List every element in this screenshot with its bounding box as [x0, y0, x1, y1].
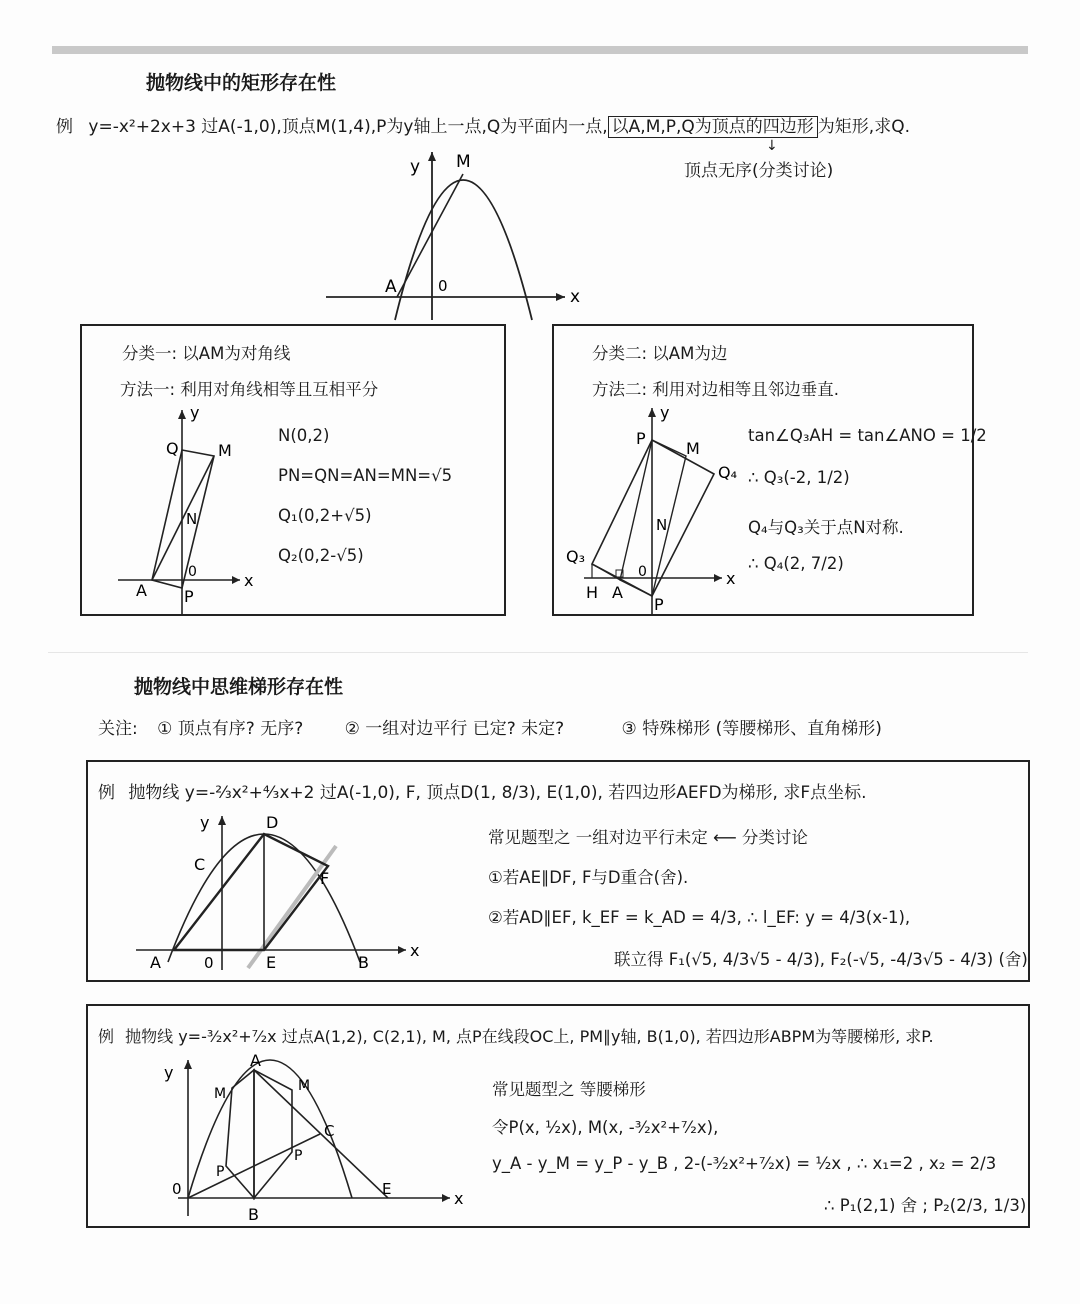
segment-AM [397, 174, 463, 297]
x-axis-arrow-icon [398, 946, 406, 954]
label-y: y [410, 157, 421, 177]
y-axis-arrow-icon [184, 1060, 192, 1069]
label-D: D [266, 813, 279, 832]
label-P-left: P [216, 1164, 225, 1180]
line-AE [254, 1070, 388, 1198]
case1-diagram [82, 326, 504, 614]
label-x: x [410, 941, 420, 960]
label-M: M [218, 441, 232, 460]
label-O: 0 [188, 564, 197, 580]
case2-title: 分类二: 以AM为边 [592, 344, 728, 363]
section-divider [48, 652, 1028, 653]
label-A: A [612, 583, 623, 602]
label-M: M [686, 439, 700, 458]
label-P: P [636, 429, 646, 448]
down-arrow-icon: ↓ [766, 138, 778, 154]
example2-line-3: y_A - y_M = y_P - y_B , 2-(-³⁄₂x²+⁷⁄₂x) = ½x , ∴ x₁=2 , x₂ = 2/3 [492, 1154, 997, 1173]
y-axis-arrow-icon [178, 410, 186, 419]
label-Q3: Q₃ [566, 547, 586, 566]
case2-line-4: ∴ Q₄(2, 7/2) [748, 554, 844, 573]
annotation-unordered: 顶点无序(分类讨论) [684, 161, 834, 181]
label-Q: Q [166, 439, 179, 458]
y-axis-arrow-icon [648, 408, 656, 417]
label-N: N [186, 510, 198, 528]
case2-line-3: Q₄与Q₃关于点N对称. [748, 518, 904, 537]
case1-line-2: PN=QN=AN=MN=√5 [278, 466, 453, 485]
label-C: C [324, 1122, 335, 1140]
case1-box [80, 324, 506, 616]
example-text-end: 为矩形,求Q. [817, 117, 910, 137]
label-x: x [244, 571, 254, 590]
example-text: y=-x²+2x+3 过A(-1,0),顶点M(1,4),P为y轴上一点,Q为平面内一点, [88, 117, 608, 137]
section1-title: 抛物线中的矩形存在性 [146, 72, 337, 94]
label-M-right: M [298, 1078, 311, 1094]
example-label: 例 [56, 117, 73, 137]
label-x: x [454, 1189, 464, 1208]
focus-label: 关注: [98, 719, 138, 739]
label-A: A [136, 581, 147, 600]
example2-label: 例 [98, 1027, 115, 1046]
y-axis-arrow-icon [428, 152, 436, 161]
boxed-condition: 以A,M,P,Q为顶点的四边形 [608, 116, 818, 138]
x-axis-arrow-icon [556, 293, 565, 301]
trapezoid-example1-box [86, 760, 1030, 982]
rectangle-Q3PQ4P [592, 440, 714, 596]
example1-line-3: ②若AD∥EF, k_EF = k_AD = 4/3, ∴ l_EF: y = 4/3(x-1), [488, 908, 911, 927]
label-O: 0 [204, 954, 214, 972]
focus-item-2: ② 一组对边平行 已定? 未定? [344, 719, 565, 739]
label-A: A [385, 277, 397, 297]
label-O: 0 [438, 277, 448, 295]
label-P-right: P [294, 1148, 303, 1164]
section2-title: 抛物线中思维梯形存在性 [134, 676, 344, 698]
case2-line-2: ∴ Q₃(-2, 1/2) [748, 468, 850, 487]
label-x: x [726, 569, 736, 588]
case1-line-1: N(0,2) [278, 426, 330, 445]
focus-item-1: ① 顶点有序? 无序? [157, 719, 304, 739]
label-Q4: Q₄ [718, 463, 738, 482]
label-N: N [656, 516, 668, 534]
example2-line-1: 常见题型之 等腰梯形 [492, 1080, 646, 1099]
label-M-left: M [214, 1086, 227, 1102]
label-P-bottom: P [654, 595, 664, 614]
label-y: y [190, 403, 200, 422]
x-axis-arrow-icon [442, 1194, 450, 1202]
label-x: x [570, 287, 581, 307]
example2-text: 抛物线 y=-³⁄₂x²+⁷⁄₂x 过点A(1,2), C(2,1), M, 点P在线段OC上, PM∥y轴, B(1,0), 若四边形ABPM为等腰梯形, 求P. [125, 1027, 934, 1046]
x-axis-arrow-icon [232, 576, 240, 584]
example2-line-4: ∴ P₁(2,1) 舍 ; P₂(2/3, 1/3) [824, 1196, 1027, 1215]
label-A: A [150, 953, 161, 972]
label-y: y [660, 403, 670, 422]
label-O: 0 [638, 564, 647, 580]
example2-line-2: 令P(x, ½x), M(x, -³⁄₂x²+⁷⁄₂x), [492, 1118, 719, 1137]
case1-title: 分类一: 以AM为对角线 [122, 344, 291, 363]
y-axis-arrow-icon [218, 816, 226, 825]
example1-line-2: ①若AE∥DF, F与D重合(舍). [488, 868, 689, 887]
parabola-graph [0, 0, 1080, 330]
focus-line [98, 714, 882, 739]
label-O: 0 [172, 1180, 182, 1198]
label-A: A [250, 1051, 261, 1070]
label-E: E [382, 1180, 392, 1198]
case1-line-4: Q₂(0,2-√5) [278, 546, 364, 565]
example1-label: 例 [98, 783, 115, 803]
label-M: M [456, 152, 471, 172]
trapezoid-left [226, 1070, 254, 1198]
parabola-curve [395, 180, 532, 320]
label-C: C [194, 855, 206, 874]
label-y: y [200, 813, 210, 832]
case1-method: 方法一: 利用对角线相等且互相平分 [120, 380, 379, 399]
label-P: P [184, 587, 194, 606]
label-E: E [266, 953, 277, 972]
focus-item-3: ③ 特殊梯形 (等腰梯形、直角梯形) [621, 719, 882, 739]
case1-line-3: Q₁(0,2+√5) [278, 506, 372, 525]
diagonal-AM [152, 456, 214, 580]
case2-box [552, 324, 987, 616]
label-y: y [164, 1063, 174, 1082]
label-B: B [358, 953, 369, 972]
case2-method: 方法二: 利用对边相等且邻边垂直. [592, 380, 840, 399]
example1-diagram [88, 762, 1028, 980]
trapezoid-example2-box [86, 1004, 1030, 1228]
x-axis-arrow-icon [714, 574, 722, 582]
label-H: H [586, 583, 599, 602]
example1-line-4: 联立得 F₁(√5, 4/3√5 - 4/3), F₂(-√5, -4/3√5 - 4/3) (舍) [614, 950, 1028, 969]
example2-diagram [88, 1006, 1028, 1226]
label-B: B [248, 1205, 259, 1224]
case2-line-1: tan∠Q₃AH = tan∠ANO = 1/2 [748, 426, 987, 445]
example1-text: 抛物线 y=-⅔x²+⁴⁄₃x+2 过A(-1,0), F, 顶点D(1, 8/3), E(1,0), 若四边形AEFD为梯形, 求F点坐标. [128, 783, 867, 803]
rectangle-AMP [620, 440, 686, 596]
case2-diagram [554, 326, 972, 614]
label-F: F [320, 869, 330, 888]
example1-line-1: 常见题型之 一组对边平行未定 ⟵ 分类讨论 [488, 828, 808, 847]
